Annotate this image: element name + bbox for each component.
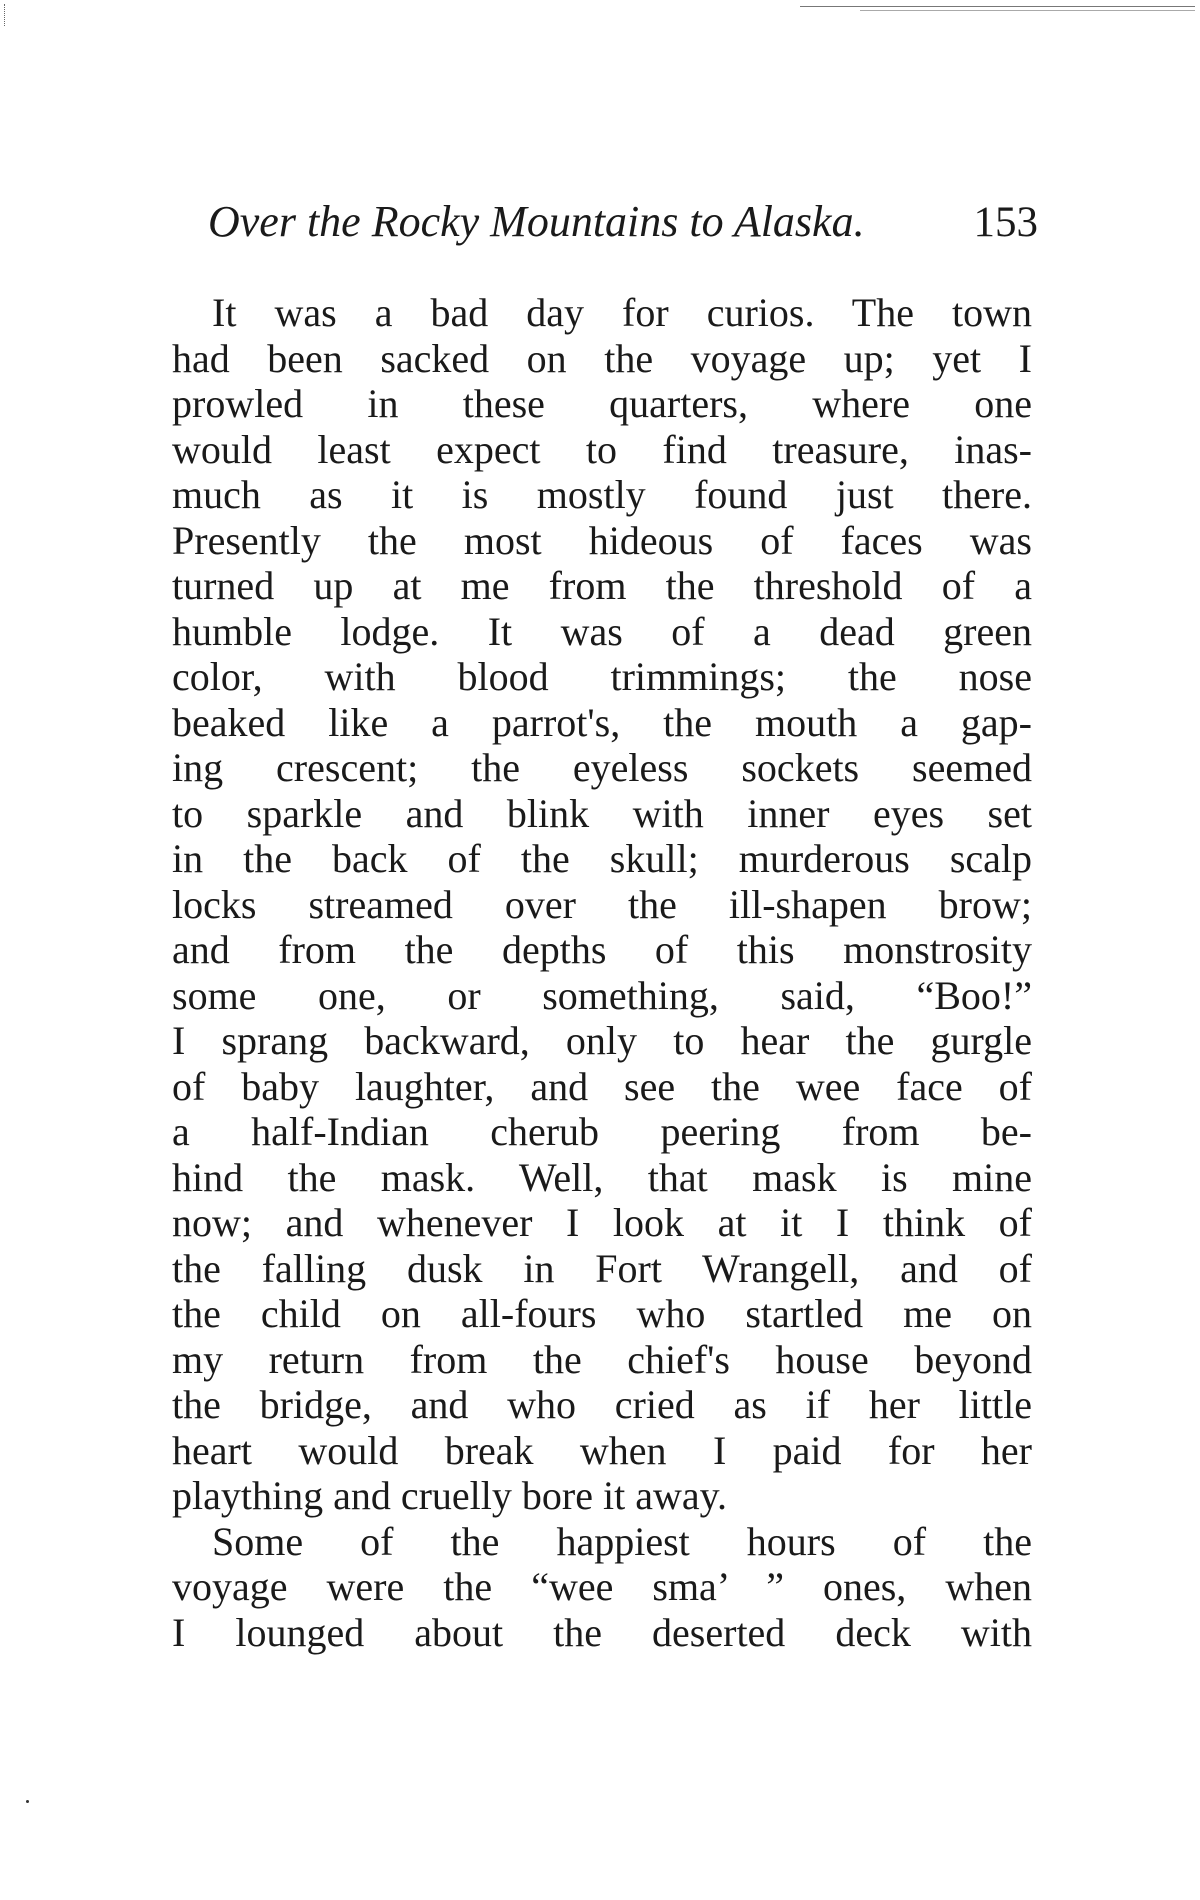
text-line: some one, or something, said, “Boo!” (172, 972, 1032, 1018)
text-line: prowled in these quarters, where one (172, 381, 1032, 426)
text-line: much as it is mostly found just there. (172, 472, 1032, 517)
text-line: I sprang backward, only to hear the gurgle (172, 1018, 1032, 1063)
text-line: beaked like a parrot's, the mouth a gap- (172, 699, 1032, 745)
scan-top-rule (800, 6, 1195, 7)
text-line: heart would break when I paid for her (172, 1427, 1032, 1473)
text-line: hind the mask. Well, that mask is mine (172, 1154, 1032, 1200)
text-line: my return from the chief's house beyond (172, 1336, 1032, 1382)
running-head (208, 196, 1038, 256)
text-line: plaything and cruelly bore it away. (172, 1473, 727, 1518)
body-text (172, 290, 1032, 1655)
text-line: and from the depths of this monstrosity (172, 927, 1032, 972)
text-line: the bridge, and who cried as if her little (172, 1382, 1032, 1427)
text-line: Presently the most hideous of faces was (172, 517, 1032, 563)
text-line: I lounged about the deserted deck with (172, 1609, 1032, 1655)
text-line: would least expect to find treasure, inas- (172, 426, 1032, 472)
text-line: voyage were the “wee sma’ ” ones, when (172, 1564, 1032, 1609)
text-line: color, with blood trimmings; the nose (172, 654, 1032, 699)
scan-top-rule-faint (860, 10, 1195, 11)
text-line: in the back of the skull; murderous scalp (172, 836, 1032, 881)
page-number: 153 (973, 199, 1038, 246)
scan-edge-mark (4, 4, 7, 26)
scan-speck (26, 1800, 29, 1803)
text-line: turned up at me from the threshold of a (172, 563, 1032, 608)
running-head-title: Over the Rocky Mountains to Alaska. (208, 197, 865, 246)
text-line: the falling dusk in Fort Wrangell, and of (172, 1245, 1032, 1291)
text-line: to sparkle and blink with inner eyes set (172, 790, 1032, 836)
text-line: ing crescent; the eyeless sockets seemed (172, 745, 1032, 790)
text-line: a half-Indian cherub peering from be- (172, 1109, 1032, 1154)
text-line: had been sacked on the voyage up; yet I (172, 335, 1032, 381)
text-line: It was a bad day for curios. The town (212, 290, 1032, 335)
text-line: now; and whenever I look at it I think of (172, 1200, 1032, 1245)
text-line: Some of the happiest hours of the (212, 1518, 1032, 1564)
text-line: of baby laughter, and see the wee face of (172, 1063, 1032, 1109)
paragraph (172, 290, 1032, 1519)
text-line: the child on all-fours who startled me on (172, 1291, 1032, 1336)
text-line: locks streamed over the ill-shapen brow; (172, 881, 1032, 927)
paragraph (172, 1519, 1032, 1656)
text-line: humble lodge. It was of a dead green (172, 608, 1032, 654)
